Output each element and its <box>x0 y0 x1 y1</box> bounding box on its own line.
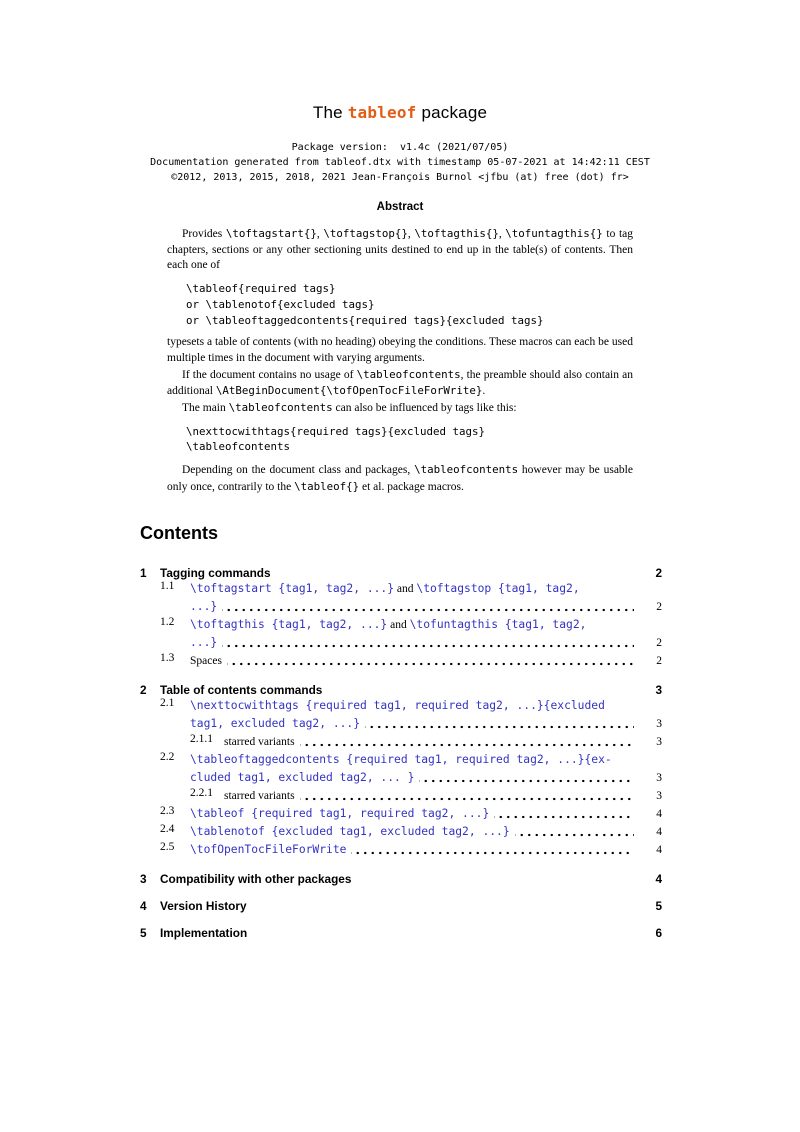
abstract-paragraph <box>167 367 633 400</box>
toc-leader-dots <box>419 769 634 787</box>
text-run: If the document contains no usage of <box>182 368 357 381</box>
toc-leader-dots <box>365 715 634 733</box>
toc-spacer <box>271 566 640 580</box>
inline-code: \nexttocwithtags {required tag1, required tag2, ...}{excluded <box>190 699 605 712</box>
toc-page-number: 2 <box>656 655 662 667</box>
toc-entry-5[interactable] <box>140 926 662 940</box>
toc-page-number: 6 <box>655 926 662 940</box>
toc-entry-number: 2.1.1 <box>190 733 213 745</box>
toc-entry-line <box>190 652 640 670</box>
toc-entry-number: 2.5 <box>160 841 175 853</box>
toc-page-number: 2 <box>656 601 662 613</box>
copyright-line: ©2012, 2013, 2015, 2018, 2021 Jean-François Burnol <jfbu (at) free (dot) fr> <box>171 172 629 183</box>
text-run: to tag chapters, sections or any other sectioning units destined to end up in the table(s) of contents. Then each one of <box>167 228 633 272</box>
toc-leader-dots <box>515 823 634 841</box>
toc-entry-number: 1.1 <box>160 580 175 592</box>
toc-entry-number: 5 <box>140 926 147 940</box>
inline-code: ...} <box>190 600 218 613</box>
toc-leader-dots <box>222 634 634 652</box>
code-line: or \tableoftaggedcontents{required tags}{excluded tags} <box>186 313 544 327</box>
toc-entry-2.2.1[interactable] <box>140 787 662 805</box>
contents-heading: Contents <box>140 523 218 543</box>
toc-entry-number: 2.4 <box>160 823 175 835</box>
package-name: tableof <box>347 103 417 122</box>
toc-leader-dots <box>300 787 634 805</box>
table-of-contents <box>140 553 662 940</box>
toc-entry-title: Version History <box>160 899 247 913</box>
inline-code: \tofuntagthis{} <box>505 227 603 240</box>
inline-code: \toftagstart{} <box>225 227 317 240</box>
toc-entry-line <box>190 598 640 616</box>
inline-code: \tableofcontents <box>356 367 461 381</box>
toc-entry-line <box>224 733 640 751</box>
toc-spacer <box>247 926 640 940</box>
inline-code: \AtBeginDocument{\tofOpenTocFileForWrite} <box>215 384 483 398</box>
toc-entry-2.1.1[interactable] <box>140 733 662 751</box>
inline-code: \tableof{} <box>294 479 360 493</box>
title-post-text: package <box>416 103 488 122</box>
toc-leader-dots <box>494 805 634 823</box>
text-run: , <box>498 228 506 240</box>
toc-entry-2.1[interactable] <box>140 697 662 733</box>
generated-timestamp-line: Documentation generated from tableof.dtx with timestamp 05-07-2021 at 14:42:11 CEST <box>150 157 650 168</box>
text-run: , the preamble should also contain an additional <box>167 368 633 398</box>
abstract-paragraph <box>167 462 633 495</box>
toc-entry-line <box>190 751 640 769</box>
toc-entry-line <box>190 697 640 715</box>
toc-entry-4[interactable] <box>140 899 662 913</box>
abstract-paragraph <box>167 400 633 417</box>
inline-code: \tablenotof {excluded tag1, excluded tag2, ...} <box>190 825 510 838</box>
toc-page-number: 2 <box>656 637 662 649</box>
inline-code: \tableofcontents <box>414 463 519 477</box>
toc-entry-text <box>190 580 640 616</box>
toc-entry-text <box>190 805 640 823</box>
toc-entry-number: 2 <box>140 683 147 697</box>
toc-entry-line <box>190 616 640 634</box>
abstract-heading: Abstract <box>376 201 424 213</box>
toc-entry-number: 1 <box>140 566 147 580</box>
toc-entry-title: Compatibility with other packages <box>160 872 352 886</box>
inline-code: \toftagstop{} <box>323 227 408 240</box>
toc-page-number: 4 <box>655 872 662 886</box>
text-run: however may be usable only once, contrarily to the <box>167 464 633 493</box>
toc-page-number: 4 <box>656 808 662 820</box>
text-run: Depending on the document class and packages, <box>182 464 415 477</box>
text-run: and <box>387 619 410 631</box>
toc-leader-dots <box>300 733 634 751</box>
toc-entry-1.1[interactable] <box>140 580 662 616</box>
toc-leader-dots <box>222 598 634 616</box>
toc-entry-line <box>190 805 640 823</box>
toc-entry-line <box>190 715 640 733</box>
toc-page-number: 3 <box>656 736 662 748</box>
toc-entry-text <box>190 652 640 670</box>
toc-entry-text <box>190 751 640 787</box>
toc-entry-1.2[interactable] <box>140 616 662 652</box>
inline-code: \tofOpenTocFileForWrite <box>190 843 347 856</box>
toc-entry-2.4[interactable] <box>140 823 662 841</box>
toc-entry-2.3[interactable] <box>140 805 662 823</box>
toc-page-number: 4 <box>656 826 662 838</box>
toc-entry-1.3[interactable] <box>140 652 662 670</box>
toc-entry-2.5[interactable] <box>140 841 662 859</box>
text-run: Provides <box>182 228 226 240</box>
code-line: \tableof{required tags} <box>186 282 336 296</box>
abstract-paragraph <box>167 226 633 274</box>
text-run: typesets a table of contents (with no heading) obeying the conditions. These macros can each be used multiple times in the document with varying arguments. <box>167 336 633 364</box>
toc-entry-line <box>190 823 640 841</box>
toc-page-number: 3 <box>656 718 662 730</box>
toc-entry-number: 2.3 <box>160 805 175 817</box>
toc-page-number: 2 <box>655 566 662 580</box>
toc-entry-line <box>224 787 640 805</box>
toc-entry-1[interactable] <box>140 566 662 580</box>
inline-code: \tableofcontents <box>228 401 333 415</box>
inline-code: \tableoftaggedcontents {required tag1, required tag2, ...}{ex- <box>190 753 612 766</box>
inline-code: \tableof {required tag1, required tag2, ...} <box>190 807 490 820</box>
toc-leader-dots <box>351 841 634 859</box>
toc-page-number: 4 <box>656 844 662 856</box>
inline-code: cluded tag1, excluded tag2, ... } <box>190 771 415 784</box>
abstract-paragraph <box>167 335 633 366</box>
title-pre-text: The <box>312 103 348 122</box>
toc-spacer <box>351 872 640 886</box>
toc-entry-2.2[interactable] <box>140 751 662 787</box>
document-title <box>0 103 800 123</box>
toc-entry-text <box>190 841 640 859</box>
inline-code: ...} <box>190 636 218 649</box>
toc-page-number: 3 <box>656 790 662 802</box>
text-run: can also be influenced by tags like this: <box>332 402 517 415</box>
package-version-line: Package version: v1.4c (2021/07/05) <box>291 142 509 153</box>
toc-spacer <box>247 899 640 913</box>
toc-entry-text <box>224 787 640 805</box>
toc-entry-text <box>190 823 640 841</box>
code-block <box>186 281 633 328</box>
code-block <box>186 424 633 455</box>
toc-entry-line <box>190 580 640 598</box>
text-run: and <box>394 583 417 595</box>
inline-code: \toftagstart {tag1, tag2, ...} <box>190 582 395 595</box>
toc-entry-number: 2.2.1 <box>190 787 213 799</box>
code-line: \tableofcontents <box>186 440 291 454</box>
toc-entry-text <box>190 616 640 652</box>
toc-page-number: 3 <box>655 683 662 697</box>
toc-leader-dots <box>227 652 634 670</box>
inline-code: \toftagstop {tag1, tag2, <box>416 582 580 595</box>
code-line: or \tablenotof{excluded tags} <box>186 297 375 311</box>
toc-entry-number: 3 <box>140 872 147 886</box>
toc-entry-text <box>190 697 640 733</box>
toc-entry-title: Tagging commands <box>160 566 271 580</box>
toc-entry-line <box>190 634 640 652</box>
toc-page-number: 5 <box>655 899 662 913</box>
text-run: starred variants <box>224 790 295 802</box>
inline-code: \toftagthis {tag1, tag2, ...} <box>190 618 388 631</box>
text-run: , <box>316 228 324 240</box>
version-info-block <box>0 140 800 185</box>
toc-entry-3[interactable] <box>140 872 662 886</box>
text-run: starred variants <box>224 736 295 748</box>
text-run: Spaces <box>190 655 222 667</box>
toc-entry-line <box>190 841 640 859</box>
toc-entry-number: 1.2 <box>160 616 175 628</box>
text-run: . <box>482 385 486 398</box>
toc-entry-2[interactable] <box>140 683 662 697</box>
toc-entry-number: 2.1 <box>160 697 175 709</box>
abstract-body <box>167 226 633 496</box>
code-line: \nexttocwithtags{required tags}{excluded tags} <box>186 424 486 438</box>
text-run: , <box>407 228 415 240</box>
inline-code: \toftagthis{} <box>414 227 499 240</box>
toc-entry-number: 4 <box>140 899 147 913</box>
text-run: The main <box>182 402 229 415</box>
inline-code: \tofuntagthis {tag1, tag2, <box>409 618 587 631</box>
toc-entry-text <box>224 733 640 751</box>
toc-entry-line <box>190 769 640 787</box>
toc-entry-title: Table of contents commands <box>160 683 323 697</box>
toc-entry-title: Implementation <box>160 926 248 940</box>
text-run: et al. package macros. <box>359 480 464 493</box>
toc-entry-number: 2.2 <box>160 751 175 763</box>
toc-page-number: 3 <box>656 772 662 784</box>
inline-code: tag1, excluded tag2, ...} <box>190 717 361 730</box>
toc-spacer <box>322 683 640 697</box>
toc-entry-number: 1.3 <box>160 652 175 664</box>
